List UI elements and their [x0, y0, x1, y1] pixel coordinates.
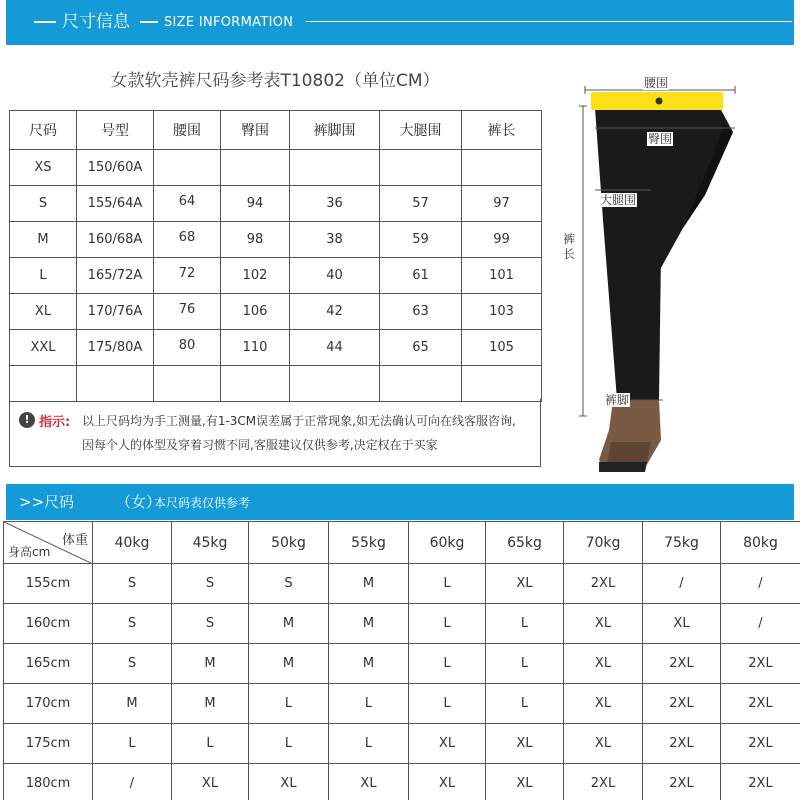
size-cell: 150/60A	[77, 150, 154, 186]
size-recommendation-cell: XL	[486, 724, 564, 764]
height-header: 175cm	[4, 724, 93, 764]
size-recommendation-cell: 2XL	[721, 644, 800, 684]
size-cell: 98	[221, 222, 290, 258]
size-recommendation-cell: 2XL	[643, 684, 721, 724]
notice-text-line1: 以上尺码均为手工测量,有1-3CM误差属于正常现象,如无法确认可向在线客服咨询,	[82, 414, 516, 428]
size-recommendation-cell: L	[329, 724, 409, 764]
size-recommendation-cell: L	[249, 684, 329, 724]
size-recommendation-cell: S	[172, 564, 249, 604]
size-cell	[462, 150, 542, 186]
size-recommendation-cell: XL	[564, 684, 643, 724]
length-label-text: 裤长	[562, 232, 575, 261]
info-icon: !	[19, 412, 35, 428]
size-cell	[380, 366, 462, 402]
size-cell: 97	[462, 186, 542, 222]
hw-row	[4, 724, 800, 764]
size-col-header: 尺码	[10, 111, 77, 150]
size-cell: 59	[380, 222, 462, 258]
size-cell: 94	[221, 186, 290, 222]
size-recommendation-cell: XL	[329, 764, 409, 800]
hip-label: 臀围	[648, 132, 673, 146]
size-cell: 44	[290, 330, 380, 366]
size-recommendation-cell: 2XL	[564, 764, 643, 800]
size-cell	[462, 366, 542, 402]
corner-height-label: 身高cm	[8, 545, 51, 559]
size-cell: 102	[221, 258, 290, 294]
header-title-en: SIZE INFORMATION	[164, 15, 294, 30]
size-recommendation-cell: L	[486, 604, 564, 644]
size-cell: XS	[10, 150, 77, 186]
size-recommendation-cell: 2XL	[643, 724, 721, 764]
size-row	[10, 294, 542, 330]
size-row	[10, 330, 542, 366]
size-cell	[154, 150, 221, 186]
size-cell	[10, 366, 77, 402]
size-recommendation-cell: L	[486, 684, 564, 724]
size-row	[10, 222, 542, 258]
size-recommendation-cell: L	[409, 644, 486, 684]
size-recommendation-cell: M	[249, 604, 329, 644]
height-header: 170cm	[4, 684, 93, 724]
size-recommendation-cell: XL	[409, 724, 486, 764]
hw-header-row	[4, 522, 800, 564]
size-chart-table	[9, 110, 542, 402]
size-recommendation-cell: XL	[249, 764, 329, 800]
size-cell: 165/72A	[77, 258, 154, 294]
size-cell	[380, 150, 462, 186]
height-weight-table	[3, 521, 800, 800]
size-cell: 101	[462, 258, 542, 294]
size-cell	[290, 150, 380, 186]
size-recommendation-cell: 2XL	[721, 764, 800, 800]
size-cell	[221, 150, 290, 186]
size-recommendation-cell: XL	[564, 644, 643, 684]
size-recommendation-cell: S	[249, 564, 329, 604]
size-cell: 110	[221, 330, 290, 366]
weight-header: 65kg	[486, 522, 564, 564]
size-recommendation-cell: /	[721, 604, 800, 644]
corner-weight-label: 体重	[61, 533, 88, 548]
size-cell: 65	[380, 330, 462, 366]
size-recommendation-cell: M	[172, 644, 249, 684]
height-header: 160cm	[4, 604, 93, 644]
size-cell: 61	[380, 258, 462, 294]
size-recommendation-cell: XL	[486, 764, 564, 800]
size-cell: 99	[462, 222, 542, 258]
size-recommendation-cell: 2XL	[564, 564, 643, 604]
size-cell: XL	[10, 294, 77, 330]
size-recommendation-cell: L	[409, 684, 486, 724]
size-recommendation-cell: 2XL	[643, 644, 721, 684]
hw-row	[4, 644, 800, 684]
size-cell	[221, 366, 290, 402]
hw-row	[4, 684, 800, 724]
size-cell: 106	[221, 294, 290, 330]
size-recommendation-cell: L	[329, 684, 409, 724]
notice-label: 指示:	[39, 415, 71, 430]
header-title-cn: 尺寸信息	[62, 12, 130, 32]
size-cell: M	[10, 222, 77, 258]
size-recommendation-cell: S	[93, 604, 172, 644]
size-recommendation-cell: XL	[486, 564, 564, 604]
notice-text-line2: 因每个人的体型及穿着习惯不同,客服建议仅供参考,决定权在于买家	[82, 438, 438, 452]
size-recommendation-cell: 2XL	[721, 684, 800, 724]
weight-header: 50kg	[249, 522, 329, 564]
height-header: 165cm	[4, 644, 93, 684]
weight-header: 55kg	[329, 522, 409, 564]
size-recommendation-cell: /	[93, 764, 172, 800]
size-cell: 103	[462, 294, 542, 330]
section-bar	[6, 484, 794, 520]
size-cell: 36	[290, 186, 380, 222]
size-cell: L	[10, 258, 77, 294]
size-recommendation-cell: /	[643, 564, 721, 604]
waist-label: 腰围	[644, 76, 669, 90]
height-header: 180cm	[4, 764, 93, 800]
weight-header: 40kg	[93, 522, 172, 564]
pants-diagram	[555, 70, 800, 480]
pants-illustration	[555, 70, 800, 480]
weight-header: 70kg	[564, 522, 643, 564]
size-recommendation-cell: L	[93, 724, 172, 764]
size-recommendation-cell: XL	[643, 604, 721, 644]
size-recommendation-cell: M	[249, 644, 329, 684]
hw-row	[4, 604, 800, 644]
weight-header: 45kg	[172, 522, 249, 564]
size-recommendation-cell: 2XL	[643, 764, 721, 800]
size-recommendation-cell: M	[329, 644, 409, 684]
header-dash-right	[306, 21, 792, 22]
size-cell: 42	[290, 294, 380, 330]
size-recommendation-cell: L	[249, 724, 329, 764]
size-row	[10, 258, 542, 294]
size-chart-title: 女款软壳裤尺码参考表T10802（单位CM）	[110, 71, 440, 91]
size-cell	[154, 366, 221, 402]
size-recommendation-cell: S	[172, 604, 249, 644]
size-recommendation-cell: XL	[172, 764, 249, 800]
size-row	[10, 150, 542, 186]
weight-header: 75kg	[643, 522, 721, 564]
height-header: 155cm	[4, 564, 93, 604]
section-note: 本尺码表仅供参考	[154, 496, 251, 510]
size-cell	[290, 366, 380, 402]
size-recommendation-cell: L	[486, 644, 564, 684]
size-cell: 40	[290, 258, 380, 294]
weight-header: 80kg	[721, 522, 800, 564]
size-recommendation-cell: XL	[409, 764, 486, 800]
size-col-header: 裤长	[462, 111, 542, 150]
size-cell: XXL	[10, 330, 77, 366]
section-gender: （女）	[116, 493, 162, 511]
size-col-header: 号型	[77, 111, 154, 150]
size-cell: 155/64A	[77, 186, 154, 222]
size-recommendation-cell: M	[329, 564, 409, 604]
header-dash-mid	[140, 21, 158, 23]
notice-box	[9, 399, 541, 467]
size-cell: 68	[154, 222, 221, 258]
size-col-header: 臀围	[221, 111, 290, 150]
size-col-header: 裤脚围	[290, 111, 380, 150]
size-cell: 64	[154, 186, 221, 222]
hw-row	[4, 564, 800, 604]
size-recommendation-cell: M	[172, 684, 249, 724]
size-recommendation-cell: L	[409, 564, 486, 604]
size-row	[10, 366, 542, 402]
size-header-row	[10, 111, 542, 150]
hem-label: 裤脚	[605, 393, 630, 407]
header-bar	[6, 0, 794, 45]
size-recommendation-cell: L	[172, 724, 249, 764]
size-recommendation-cell: S	[93, 644, 172, 684]
size-cell: 170/76A	[77, 294, 154, 330]
size-cell: 38	[290, 222, 380, 258]
weight-header: 60kg	[409, 522, 486, 564]
size-recommendation-cell: M	[93, 684, 172, 724]
size-recommendation-cell: L	[409, 604, 486, 644]
thigh-label: 大腿围	[600, 193, 637, 207]
size-cell	[77, 366, 154, 402]
size-cell: 57	[380, 186, 462, 222]
size-recommendation-cell: 2XL	[721, 724, 800, 764]
size-cell: S	[10, 186, 77, 222]
hw-row	[4, 764, 800, 800]
size-recommendation-cell: M	[329, 604, 409, 644]
size-col-header: 大腿围	[380, 111, 462, 150]
size-cell: 76	[154, 294, 221, 330]
header-dash-left	[34, 21, 56, 23]
size-cell: 105	[462, 330, 542, 366]
section-title: >>尺码	[19, 493, 75, 511]
size-recommendation-cell: XL	[564, 724, 643, 764]
length-label	[561, 232, 577, 262]
hw-corner-cell	[4, 522, 93, 564]
size-recommendation-cell: S	[93, 564, 172, 604]
size-row	[10, 186, 542, 222]
size-cell: 175/80A	[77, 330, 154, 366]
size-cell: 80	[154, 330, 221, 366]
size-recommendation-cell: /	[721, 564, 800, 604]
size-cell: 160/68A	[77, 222, 154, 258]
size-col-header: 腰围	[154, 111, 221, 150]
size-recommendation-cell: XL	[564, 604, 643, 644]
size-cell: 72	[154, 258, 221, 294]
size-cell: 63	[380, 294, 462, 330]
